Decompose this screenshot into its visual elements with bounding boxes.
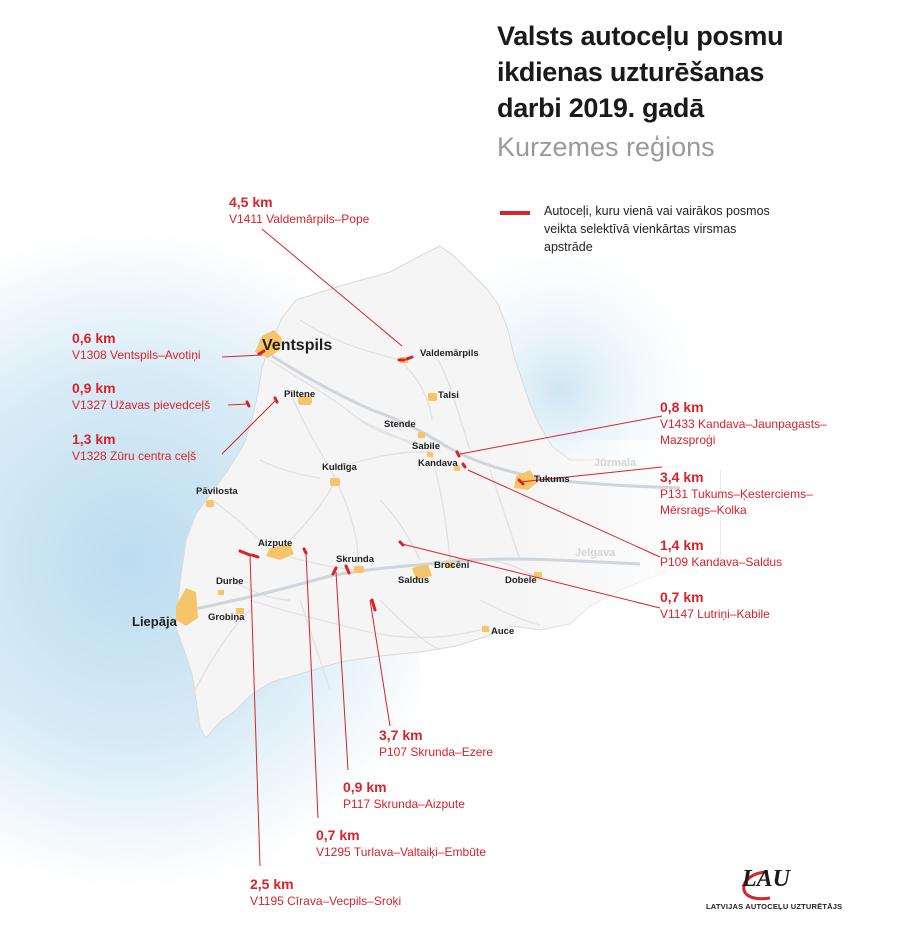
annotation-km: 4,5 km xyxy=(229,194,273,210)
annotation-v1195 xyxy=(250,876,401,909)
annotation-p131 xyxy=(660,469,813,518)
annotation-km: 0,6 km xyxy=(72,330,116,346)
annotation-road: P131 Tukums–Ķesterciems– xyxy=(660,487,813,501)
town-label: Sabile xyxy=(412,441,440,452)
annotation-km: 1,4 km xyxy=(660,537,704,553)
title-line: darbi 2019. gadā xyxy=(497,93,704,123)
legend-red-line xyxy=(500,211,530,215)
annotation-km: 1,3 km xyxy=(72,431,116,447)
annotation-road-cont: Mērsrags–Kolka xyxy=(660,503,747,517)
town-label: Brocēni xyxy=(434,560,470,571)
annotation-km: 3,7 km xyxy=(379,727,423,743)
annotation-p109 xyxy=(660,537,782,570)
lau-logo xyxy=(706,866,856,914)
annotation-road: V1147 Lutriņi–Kabile xyxy=(660,607,770,621)
legend-text: Autoceļi, kuru vienā vai vairākos posmos veikta selektīvā vienkārtas virsmas apstrāde xyxy=(544,204,770,254)
annotation-v1411 xyxy=(229,194,369,227)
annotation-road: V1328 Zūru centra ceļš xyxy=(72,449,197,463)
faded-city-label: Jūrmala xyxy=(594,457,637,469)
annotation-v1147 xyxy=(660,589,770,622)
annotation-km: 0,7 km xyxy=(660,589,704,605)
town-label: Piltene xyxy=(284,389,316,400)
annotation-km: 3,4 km xyxy=(660,469,704,485)
annotation-p107 xyxy=(379,727,493,760)
town-label: Skrunda xyxy=(336,554,375,565)
annotation-km: 0,9 km xyxy=(72,380,116,396)
town-label: Aizpute xyxy=(258,538,293,549)
town-label: Pāvilosta xyxy=(196,486,238,497)
town-label: Saldus xyxy=(398,575,430,586)
annotation-road: V1327 Užavas pievedceļš xyxy=(72,398,211,412)
faded-city-label: Jelgava xyxy=(575,547,616,559)
annotation-p117 xyxy=(343,779,465,812)
annotation-road: V1295 Turlava–Valtaiķi–Embūte xyxy=(316,845,486,859)
annotation-km: 0,7 km xyxy=(316,827,360,843)
town-label: Ventspils xyxy=(262,337,333,354)
town-label: Tukums xyxy=(534,474,570,485)
annotation-v1433 xyxy=(660,399,827,448)
annotation-road-cont: Mazsproģi xyxy=(660,433,716,447)
town-label: Auce xyxy=(491,626,515,637)
annotation-road: V1433 Kandava–Jaunpagasts– xyxy=(660,417,827,431)
town-label: Durbe xyxy=(216,576,244,587)
annotation-km: 0,8 km xyxy=(660,399,704,415)
logo-text: LATVIJAS AUTOCEĻU UZTURĒTĀJS xyxy=(706,902,843,911)
town-label: Stende xyxy=(384,419,416,430)
town-label: Valdemārpils xyxy=(420,348,479,359)
annotation-road: P107 Skrunda–Ezere xyxy=(379,745,494,759)
annotation-road: V1411 Valdemārpils–Pope xyxy=(229,212,370,226)
town-label: Kandava xyxy=(418,458,458,469)
title-line: ikdienas uzturēšanas xyxy=(497,57,765,87)
town-label: Talsi xyxy=(438,390,459,401)
annotation-v1308 xyxy=(72,330,201,363)
map-subtitle: Kurzemes reģions xyxy=(497,132,715,162)
town-label: Liepāja xyxy=(132,614,177,629)
annotation-road: P109 Kandava–Saldus xyxy=(660,555,783,569)
title-line: Valsts autoceļu posmu xyxy=(497,21,784,51)
annotation-v1295 xyxy=(316,827,486,860)
town-label: Dobele xyxy=(505,575,537,586)
annotation-road: V1195 Cīrava–Vecpils–Sroķi xyxy=(250,894,402,908)
annotation-v1327 xyxy=(72,380,210,413)
logo-mark: LAU xyxy=(742,866,790,892)
annotation-km: 0,9 km xyxy=(343,779,387,795)
town-label: Grobiņa xyxy=(208,612,245,623)
annotation-road: V1308 Ventspils–Avotiņi xyxy=(72,348,201,362)
annotation-km: 2,5 km xyxy=(250,876,294,892)
annotation-v1328 xyxy=(72,431,196,464)
annotation-road: P117 Skrunda–Aizpute xyxy=(343,797,465,811)
map-title xyxy=(497,18,783,126)
town-label: Kuldīga xyxy=(322,462,357,473)
